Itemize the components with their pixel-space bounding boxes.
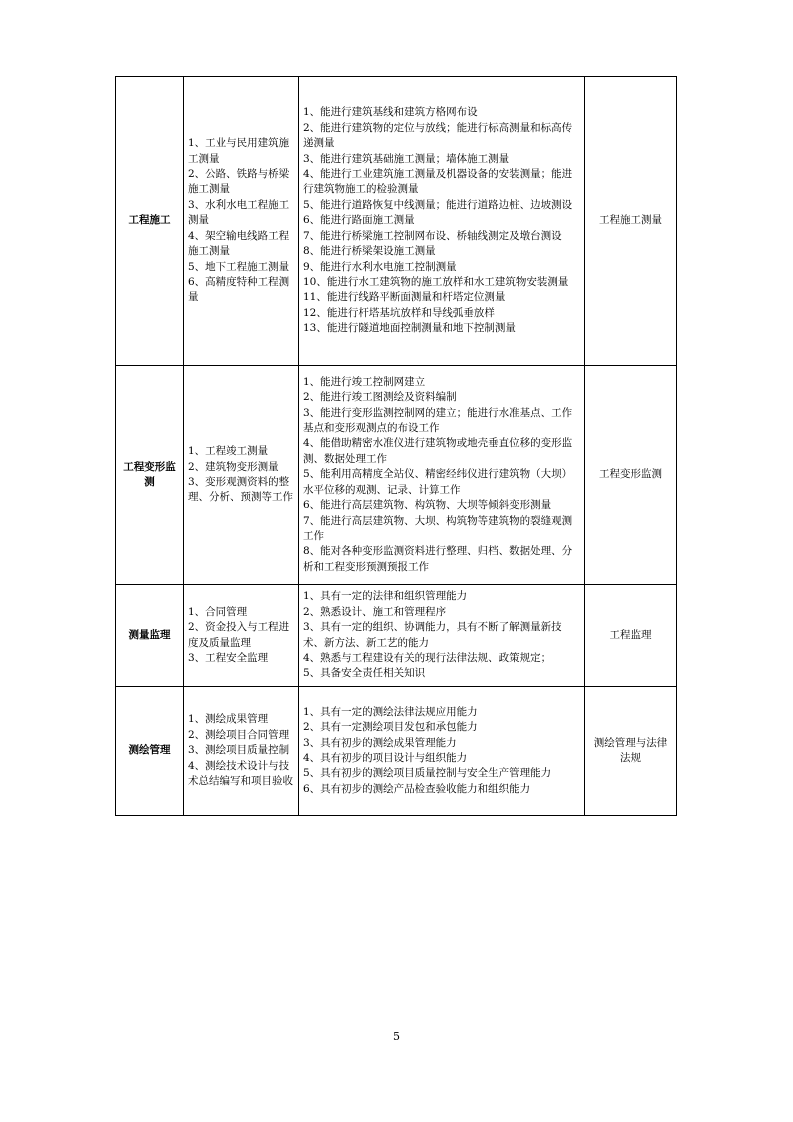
module-item: 5、地下工程施工测量	[188, 260, 290, 273]
module-item: 1、工业与民用建筑施工测量	[188, 137, 290, 165]
category-cell: 工程施工	[116, 77, 184, 366]
outcome-cell: 工程施工测量	[585, 77, 677, 366]
ability-item: 10、能进行水工建筑物的施工放样和水工建筑物安装测量	[303, 275, 569, 288]
module-item: 6、高精度特种工程测量	[188, 275, 290, 304]
module-item: 1、工程竣工测量	[188, 445, 269, 458]
module-item: 2、建筑物变形测量	[188, 460, 279, 473]
abilities-cell	[299, 585, 585, 687]
category-cell: 工程变形监测	[116, 366, 184, 585]
ability-item: 4、能进行工业建筑施工测量及机器设备的安装测量；能进行建筑物施工的检验测量	[303, 168, 573, 196]
ability-item: 8、能对各种变形监测资料进行整理、归档、数据处理、分析和工程变形预测预报工作	[303, 545, 573, 573]
ability-item: 5、具备安全责任相关知识	[303, 667, 426, 680]
modules-cell	[184, 687, 299, 816]
ability-item: 3、具有一定的组织、协调能力，具有不断了解测量新技术、新方法、新工艺的能力	[303, 621, 562, 649]
ability-item: 3、能进行建筑基础施工测量；墙体施工测量	[303, 152, 510, 165]
ability-item: 11、能进行线路平断面测量和杆塔定位测量	[303, 291, 506, 304]
table-row	[116, 366, 677, 585]
ability-item: 7、能进行高层建筑物、大坝、构筑物等建筑物的裂缝观测工作	[303, 514, 573, 542]
module-item: 3、变形观测资料的整理、分析、预测等工作	[188, 476, 293, 504]
module-item: 2、测绘项目合同管理	[188, 728, 290, 741]
table-row	[116, 585, 677, 687]
ability-item: 12、能进行杆塔基坑放样和导线弧垂放样	[303, 306, 495, 319]
ability-item: 5、具有初步的测绘项目质量控制与安全生产管理能力	[303, 767, 552, 780]
outcome-cell: 工程监理	[585, 585, 677, 687]
modules-cell	[184, 366, 299, 585]
ability-item: 3、能进行变形监测控制网的建立；能进行水准基点、工作基点和变形观测点的布设工作	[303, 406, 573, 435]
ability-item: 2、能进行竣工图测绘及资料编制	[303, 391, 457, 404]
page-number: 5	[393, 1030, 400, 1043]
outcome-cell: 测绘管理与法律法规	[585, 687, 677, 816]
abilities-cell	[299, 687, 585, 816]
ability-item: 3、具有初步的测绘成果管理能力	[303, 736, 457, 749]
ability-item: 1、具有一定的测绘法律法规应用能力	[303, 705, 478, 718]
ability-item: 1、能进行竣工控制网建立	[303, 375, 426, 388]
module-item: 4、测绘技术设计与技术总结编写和项目验收	[188, 759, 293, 788]
module-item: 3、工程安全监理	[188, 651, 269, 664]
module-item: 2、公路、铁路与桥梁施工测量	[188, 168, 290, 196]
modules-cell	[184, 585, 299, 687]
ability-item: 5、能利用高精度全站仪、精密经纬仪进行建筑物（大坝）水平位移的观测、记录、计算工作	[303, 468, 573, 496]
table-row	[116, 77, 677, 366]
abilities-cell	[299, 366, 585, 585]
table-row	[116, 687, 677, 816]
ability-item: 1、具有一定的法律和组织管理能力	[303, 590, 468, 603]
abilities-cell	[299, 77, 585, 366]
module-item: 1、合同管理	[188, 605, 248, 618]
category-cell: 测量监理	[116, 585, 184, 687]
module-item: 3、水利水电工程施工测量	[188, 198, 290, 227]
ability-item: 8、能进行桥梁架设施工测量	[303, 245, 436, 258]
ability-item: 4、能借助精密水准仪进行建筑物或地壳垂直位移的变形监测、数据处理工作	[303, 437, 573, 465]
ability-item: 4、熟悉与工程建设有关的现行法律法规、政策规定；	[303, 651, 552, 664]
ability-item: 6、具有初步的测绘产品检查验收能力和组织能力	[303, 782, 531, 795]
ability-item: 1、能进行建筑基线和建筑方格网布设	[303, 106, 478, 119]
modules-cell	[184, 77, 299, 366]
ability-item: 4、具有初步的项目设计与组织能力	[303, 752, 468, 764]
ability-item: 6、能进行路面施工测量	[303, 214, 415, 227]
module-item: 4、架空输电线路工程施工测量	[188, 229, 290, 258]
ability-item: 6、能进行高层建筑物、构筑物、大坝等倾斜变形测量	[303, 499, 552, 512]
category-cell: 测绘管理	[116, 687, 184, 816]
ability-item: 2、能进行建筑物的定位与放线；能进行标高测量和标高传递测量	[303, 121, 573, 150]
ability-item: 9、能进行水利水电施工控制测量	[303, 260, 457, 273]
ability-item: 2、具有一定测绘项目发包和承包能力	[303, 721, 478, 734]
ability-item: 13、能进行隧道地面控制测量和地下控制测量	[303, 322, 516, 335]
ability-item: 2、熟悉设计、施工和管理程序	[303, 605, 447, 618]
ability-item: 7、能进行桥梁施工控制网布设、桥轴线测定及墩台测设	[303, 229, 562, 242]
module-item: 2、资金投入与工程进度及质量监理	[188, 621, 290, 649]
module-item: 1、测绘成果管理	[188, 713, 269, 726]
competency-table	[115, 76, 677, 816]
ability-item: 5、能进行道路恢复中线测量；能进行道路边桩、边坡测设	[303, 198, 573, 211]
outcome-cell: 工程变形监测	[585, 366, 677, 585]
module-item: 3、测绘项目质量控制	[188, 744, 290, 757]
